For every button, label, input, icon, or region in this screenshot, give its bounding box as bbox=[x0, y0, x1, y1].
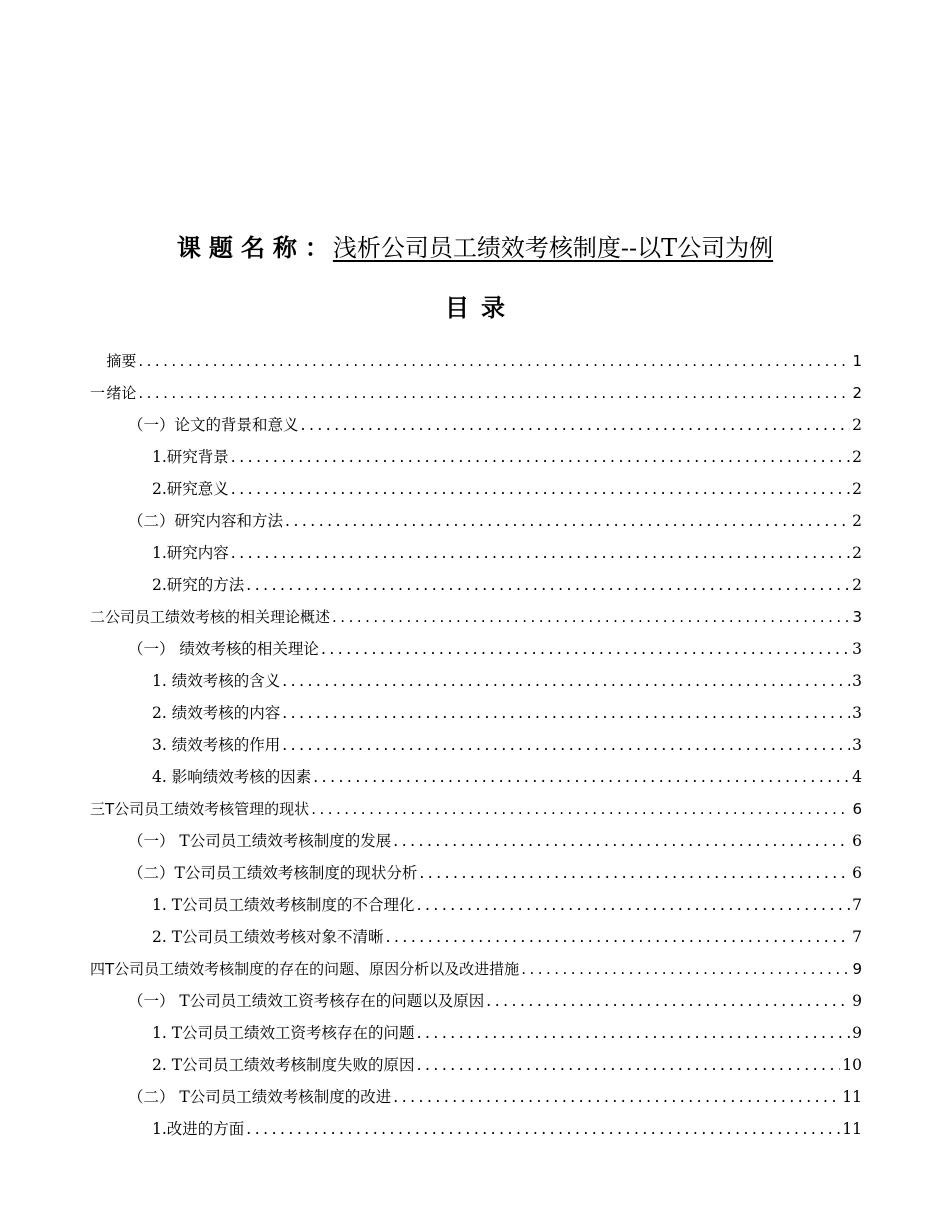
toc-dot-leader bbox=[231, 537, 850, 569]
toc-entry-text: 2.研究意义 bbox=[152, 480, 229, 498]
toc-entry-text: T公司员工绩效考核管理的现状 bbox=[105, 800, 310, 818]
toc-entry[interactable] bbox=[90, 665, 862, 697]
toc-page-number: 1 bbox=[852, 352, 862, 370]
toc-entry-text: 2. T公司员工绩效考核制度失败的原因 bbox=[152, 1056, 415, 1074]
toc-dot-leader bbox=[282, 665, 850, 697]
toc-page-number: 9 bbox=[852, 960, 862, 978]
toc-page-number: 6 bbox=[852, 800, 862, 818]
toc-dot-leader bbox=[246, 569, 850, 601]
toc-entry[interactable] bbox=[90, 1113, 862, 1145]
toc-entry-number: 一 bbox=[90, 384, 106, 402]
toc-dot-leader bbox=[486, 985, 850, 1017]
toc-entry[interactable] bbox=[90, 1081, 862, 1113]
toc-entry[interactable] bbox=[90, 633, 862, 665]
table-of-contents bbox=[90, 345, 862, 1145]
toc-entry[interactable] bbox=[90, 601, 862, 633]
toc-page-number: 11 bbox=[842, 1120, 862, 1138]
toc-entry[interactable] bbox=[90, 569, 862, 601]
toc-entry-text: 1. 绩效考核的含义 bbox=[152, 672, 281, 690]
toc-dot-leader bbox=[311, 793, 850, 825]
toc-entry[interactable] bbox=[90, 729, 862, 761]
toc-entry[interactable] bbox=[90, 889, 862, 921]
toc-entry-number: 三 bbox=[90, 800, 106, 818]
toc-entry[interactable] bbox=[90, 409, 862, 441]
toc-entry-text: 绪论 bbox=[106, 384, 137, 402]
toc-entry-text: （一） T公司员工绩效工资考核存在的问题以及原因 bbox=[128, 992, 485, 1010]
title-colon: ： bbox=[304, 234, 329, 262]
toc-entry-text: 1.研究内容 bbox=[152, 544, 229, 562]
toc-page-number: 2 bbox=[852, 544, 862, 562]
toc-entry[interactable] bbox=[90, 985, 862, 1017]
toc-entry-text: 4. 影响绩效考核的因素 bbox=[152, 768, 312, 786]
toc-dot-leader bbox=[231, 473, 850, 505]
toc-page-number: 3 bbox=[852, 704, 862, 722]
toc-page-number: 9 bbox=[852, 1024, 862, 1042]
toc-entry-text: （一）论文的背景和意义 bbox=[128, 416, 299, 434]
toc-dot-leader bbox=[321, 633, 850, 665]
toc-entry-text: （一） 绩效考核的相关理论 bbox=[128, 640, 319, 658]
toc-entry[interactable] bbox=[90, 377, 862, 409]
toc-page-number: 2 bbox=[852, 576, 862, 594]
toc-dot-leader bbox=[386, 921, 851, 953]
toc-dot-leader bbox=[246, 1113, 840, 1145]
toc-page-number: 9 bbox=[852, 992, 862, 1010]
toc-entry-text: （二）T公司员工绩效考核制度的现状分析 bbox=[128, 864, 418, 882]
toc-dot-leader bbox=[419, 857, 850, 889]
toc-entry-text: 1. T公司员工绩效考核制度的不合理化 bbox=[152, 896, 415, 914]
toc-dot-leader bbox=[138, 345, 850, 377]
toc-entry[interactable] bbox=[90, 921, 862, 953]
toc-entry-text: 2.研究的方法 bbox=[152, 576, 245, 594]
title-label: 课题名称 bbox=[176, 234, 305, 262]
toc-dot-leader bbox=[313, 761, 850, 793]
title-value: 浅析公司员工绩效考核制度--以T公司为例 bbox=[332, 234, 774, 262]
toc-page-number: 7 bbox=[852, 896, 862, 914]
toc-entry[interactable] bbox=[90, 473, 862, 505]
toc-page-number: 3 bbox=[852, 608, 862, 626]
toc-entry[interactable] bbox=[90, 825, 862, 857]
document-title bbox=[0, 228, 950, 268]
toc-entry-text: 1. T公司员工绩效工资考核存在的问题 bbox=[152, 1024, 415, 1042]
toc-dot-leader bbox=[521, 953, 850, 985]
toc-page-number: 11 bbox=[842, 1088, 862, 1106]
toc-entry-text: （一） T公司员工绩效考核制度的发展 bbox=[128, 832, 392, 850]
toc-entry-number: 四 bbox=[90, 960, 106, 978]
toc-entry[interactable] bbox=[90, 793, 862, 825]
toc-page-number: 6 bbox=[852, 832, 862, 850]
toc-page-number: 10 bbox=[842, 1056, 862, 1074]
toc-entry-text: T公司员工绩效考核制度的存在的问题、原因分析以及改进措施 bbox=[105, 960, 520, 978]
toc-entry[interactable] bbox=[90, 697, 862, 729]
toc-entry[interactable] bbox=[90, 1017, 862, 1049]
toc-page-number: 3 bbox=[852, 736, 862, 754]
toc-page-number: 2 bbox=[852, 480, 862, 498]
toc-dot-leader bbox=[417, 1049, 841, 1081]
toc-entry[interactable] bbox=[90, 537, 862, 569]
toc-entry-text: 3. 绩效考核的作用 bbox=[152, 736, 281, 754]
toc-entry[interactable] bbox=[90, 345, 862, 377]
toc-dot-leader bbox=[393, 825, 850, 857]
toc-entry-text: 公司员工绩效考核的相关理论概述 bbox=[105, 608, 331, 626]
toc-page-number: 2 bbox=[852, 512, 862, 530]
toc-page-number: 2 bbox=[852, 416, 862, 434]
toc-dot-leader bbox=[417, 1017, 851, 1049]
toc-entry[interactable] bbox=[90, 1049, 862, 1081]
toc-entry[interactable] bbox=[90, 953, 862, 985]
toc-dot-leader bbox=[231, 441, 850, 473]
toc-page-number: 3 bbox=[852, 640, 862, 658]
toc-page-number: 4 bbox=[852, 768, 862, 786]
toc-dot-leader bbox=[282, 697, 850, 729]
toc-entry-text: 摘要 bbox=[106, 352, 137, 370]
toc-dot-leader bbox=[138, 377, 850, 409]
toc-entry-text: 1.改进的方面 bbox=[152, 1120, 245, 1138]
toc-entry[interactable] bbox=[90, 761, 862, 793]
toc-dot-leader bbox=[417, 889, 851, 921]
toc-entry[interactable] bbox=[90, 857, 862, 889]
toc-page-number: 6 bbox=[852, 864, 862, 882]
toc-page-number: 2 bbox=[852, 384, 862, 402]
toc-page-number: 2 bbox=[852, 448, 862, 466]
toc-heading: 目录 bbox=[445, 294, 517, 322]
toc-dot-leader bbox=[393, 1081, 840, 1113]
toc-entry-text: （二） T公司员工绩效考核制度的改进 bbox=[128, 1088, 392, 1106]
toc-dot-leader bbox=[285, 505, 850, 537]
toc-entry-text: （二）研究内容和方法 bbox=[128, 512, 284, 530]
toc-dot-leader bbox=[301, 409, 851, 441]
toc-entry-number: 二 bbox=[90, 608, 106, 626]
toc-entry[interactable] bbox=[90, 441, 862, 473]
toc-page-number: 3 bbox=[852, 672, 862, 690]
toc-entry-text: 2. 绩效考核的内容 bbox=[152, 704, 281, 722]
toc-entry-text: 1.研究背景 bbox=[152, 448, 229, 466]
toc-page-number: 7 bbox=[852, 928, 862, 946]
toc-dot-leader bbox=[332, 601, 850, 633]
toc-dot-leader bbox=[282, 729, 850, 761]
toc-entry-text: 2. T公司员工绩效考核对象不清晰 bbox=[152, 928, 384, 946]
toc-entry[interactable] bbox=[90, 505, 862, 537]
